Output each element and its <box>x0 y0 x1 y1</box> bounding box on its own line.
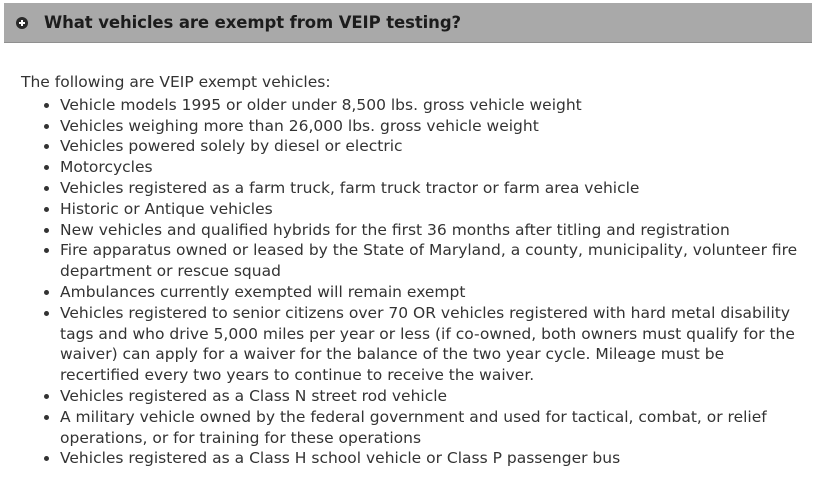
exempt-vehicle-list <box>21 95 801 469</box>
faq-question-title: What vehicles are exempt from VEIP testing? <box>44 13 461 32</box>
list-item: Vehicles registered as a Class H school vehicle or Class P passenger bus <box>60 448 801 469</box>
list-item: Historic or Antique vehicles <box>60 199 801 220</box>
faq-question-header[interactable] <box>4 3 812 43</box>
list-item: A military vehicle owned by the federal government and used for tactical, combat, or relief operations, or for training for these operations <box>60 407 801 449</box>
list-item: Vehicles registered as a farm truck, farm truck tractor or farm area vehicle <box>60 178 801 199</box>
list-item: Vehicle models 1995 or older under 8,500 lbs. gross vehicle weight <box>60 95 801 116</box>
plus-circle-icon[interactable] <box>16 17 28 29</box>
list-item: Ambulances currently exempted will remain exempt <box>60 282 801 303</box>
list-item: Vehicles registered to senior citizens over 70 OR vehicles registered with hard metal disability tags and who drive 5,000 miles per year or less (if co-owned, both owners must qualify for the waiver) can apply for a waiver for the balance of the two year cycle. Mileage must be recertified every two years to continue to receive the waiver. <box>60 303 801 386</box>
list-item: Vehicles powered solely by diesel or electric <box>60 136 801 157</box>
faq-answer <box>21 72 801 469</box>
list-item: Fire apparatus owned or leased by the State of Maryland, a county, municipality, volunteer fire department or rescue squad <box>60 240 801 282</box>
list-item: New vehicles and qualified hybrids for the first 36 months after titling and registration <box>60 220 801 241</box>
list-item: Vehicles weighing more than 26,000 lbs. gross vehicle weight <box>60 116 801 137</box>
list-item: Vehicles registered as a Class N street rod vehicle <box>60 386 801 407</box>
list-item: Motorcycles <box>60 157 801 178</box>
answer-intro: The following are VEIP exempt vehicles: <box>21 73 331 91</box>
